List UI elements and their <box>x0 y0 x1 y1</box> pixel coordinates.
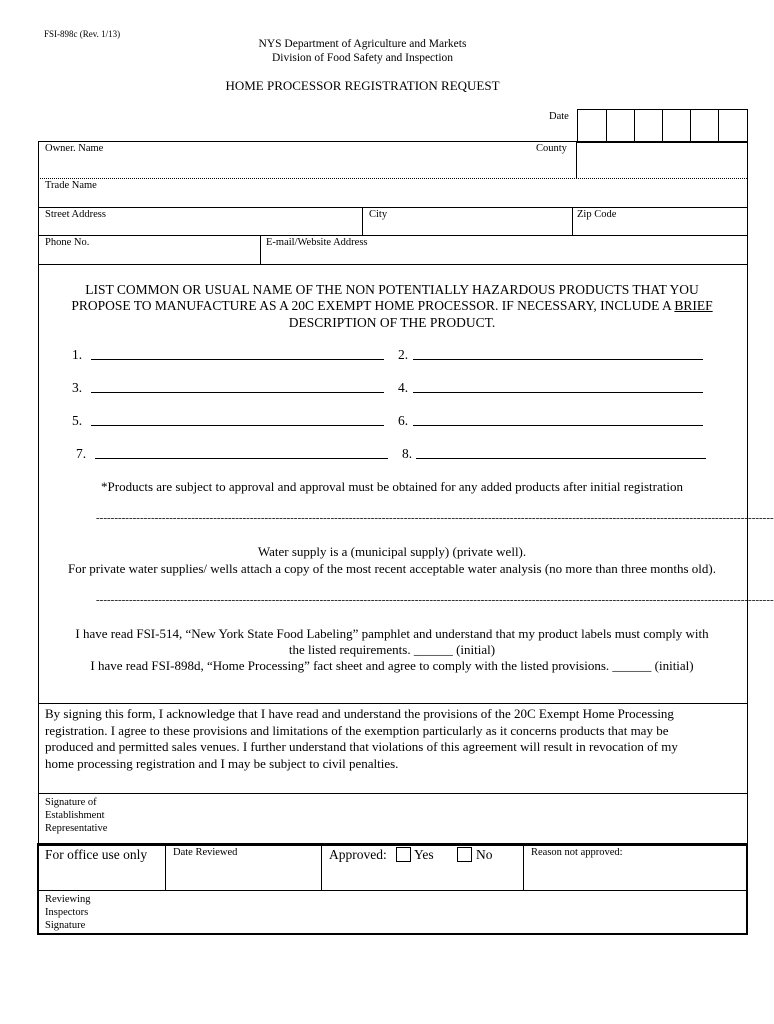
zip-code-field[interactable] <box>574 222 744 234</box>
product-line-5[interactable] <box>91 425 384 426</box>
water-supply-line1: Water supply is a (municipal supply) (private well). <box>257 544 527 559</box>
signature-label: Signature of Establishment Representative <box>45 797 108 834</box>
product-line-6[interactable] <box>413 425 703 426</box>
approved-label: Approved: <box>329 847 387 862</box>
city-label: City <box>369 209 388 220</box>
agreement-text: By signing this form, I acknowledge that I have read and understand the provisions of the 20C Exempt Home Processing registration. I agree to these provisions and limitations of the exemption particularly as it concerns products that may be produced and permitted sales venues. I further understand that violations of this agreement will result in revocation of my home processing registration and I may be subject to civil penalties. <box>45 706 678 771</box>
approved-no-label: No <box>476 847 493 862</box>
product-number-8: 8. <box>402 446 413 461</box>
email-label: E-mail/Website Address <box>266 237 368 248</box>
reviewing-inspector-label: Reviewing Inspectors Signature <box>45 894 91 931</box>
date-reviewed-field[interactable] <box>168 862 318 888</box>
date-field[interactable] <box>577 109 748 143</box>
approved-yes-checkbox[interactable] <box>396 847 411 862</box>
approved-yes-label: Yes <box>414 847 434 862</box>
street-address-field[interactable] <box>40 222 360 234</box>
trade-name-field[interactable] <box>120 180 740 204</box>
signature-field[interactable] <box>130 797 740 839</box>
county-field[interactable] <box>578 143 744 177</box>
product-line-2[interactable] <box>413 359 703 360</box>
phone-label: Phone No. <box>45 237 90 248</box>
date-label: Date <box>549 111 569 122</box>
agency-name: NYS Department of Agriculture and Markets <box>258 38 467 50</box>
product-number-1: 1. <box>72 347 83 362</box>
product-line-4[interactable] <box>413 392 703 393</box>
phone-field[interactable] <box>40 250 258 262</box>
fsi514-acknowledgement-line2: the listed requirements. ______ (initial) <box>288 642 496 657</box>
product-line-1[interactable] <box>91 359 384 360</box>
city-field[interactable] <box>364 222 570 234</box>
product-line-3[interactable] <box>91 392 384 393</box>
dashed-divider: ----------------------------------------------------------------------------------------------------------------------------------------------------------------------------------------- <box>96 512 774 524</box>
division-name: Division of Food Safety and Inspection <box>271 52 454 64</box>
product-number-3: 3. <box>72 380 83 395</box>
product-line-8[interactable] <box>416 458 706 459</box>
owner-name-field[interactable] <box>40 158 570 176</box>
product-number-5: 5. <box>72 413 83 428</box>
county-label: County <box>536 143 567 154</box>
product-number-4: 4. <box>398 380 409 395</box>
products-note: *Products are subject to approval and approval must be obtained for any added products after initial registration <box>101 479 683 494</box>
page-title: HOME PROCESSOR REGISTRATION REQUEST <box>225 78 500 93</box>
office-use-label: For office use only <box>45 847 148 862</box>
products-instruction-line3: DESCRIPTION OF THE PRODUCT. <box>288 315 496 330</box>
email-field[interactable] <box>262 250 744 262</box>
dashed-divider: ----------------------------------------------------------------------------------------------------------------------------------------------------------------------------------------- <box>96 594 774 606</box>
reason-not-approved-label: Reason not approved: <box>531 847 623 858</box>
product-number-6: 6. <box>398 413 409 428</box>
date-reviewed-label: Date Reviewed <box>173 847 238 858</box>
street-address-label: Street Address <box>45 209 106 220</box>
water-supply-line2: For private water supplies/ wells attach a copy of the most recent acceptable water analysis (no more than three months old). <box>68 561 716 576</box>
zip-code-label: Zip Code <box>577 209 617 220</box>
fsi514-acknowledgement-line1: I have read FSI-514, “New York State Food Labeling” pamphlet and understand that my product labels must comply with <box>75 626 709 641</box>
owner-name-label: Owner. Name <box>45 143 104 154</box>
form-code: FSI-898c (Rev. 1/13) <box>44 29 121 39</box>
fsi898d-acknowledgement: I have read FSI-898d, “Home Processing” fact sheet and agree to comply with the listed provisions. ______ (initial) <box>90 658 694 673</box>
reason-not-approved-field[interactable] <box>526 862 740 888</box>
approved-no-checkbox[interactable] <box>457 847 472 862</box>
product-number-7: 7. <box>76 446 87 461</box>
trade-name-label: Trade Name <box>45 180 97 191</box>
products-instruction-line2: PROPOSE TO MANUFACTURE AS A 20C EXEMPT HOME PROCESSOR. IF NECESSARY, INCLUDE A BRIEF <box>71 298 713 313</box>
product-number-2: 2. <box>398 347 409 362</box>
products-instruction-line1: LIST COMMON OR USUAL NAME OF THE NON POTENTIALLY HAZARDOUS PRODUCTS THAT YOU <box>85 282 699 297</box>
reviewing-inspector-signature-field[interactable] <box>130 894 740 928</box>
product-line-7[interactable] <box>95 458 388 459</box>
